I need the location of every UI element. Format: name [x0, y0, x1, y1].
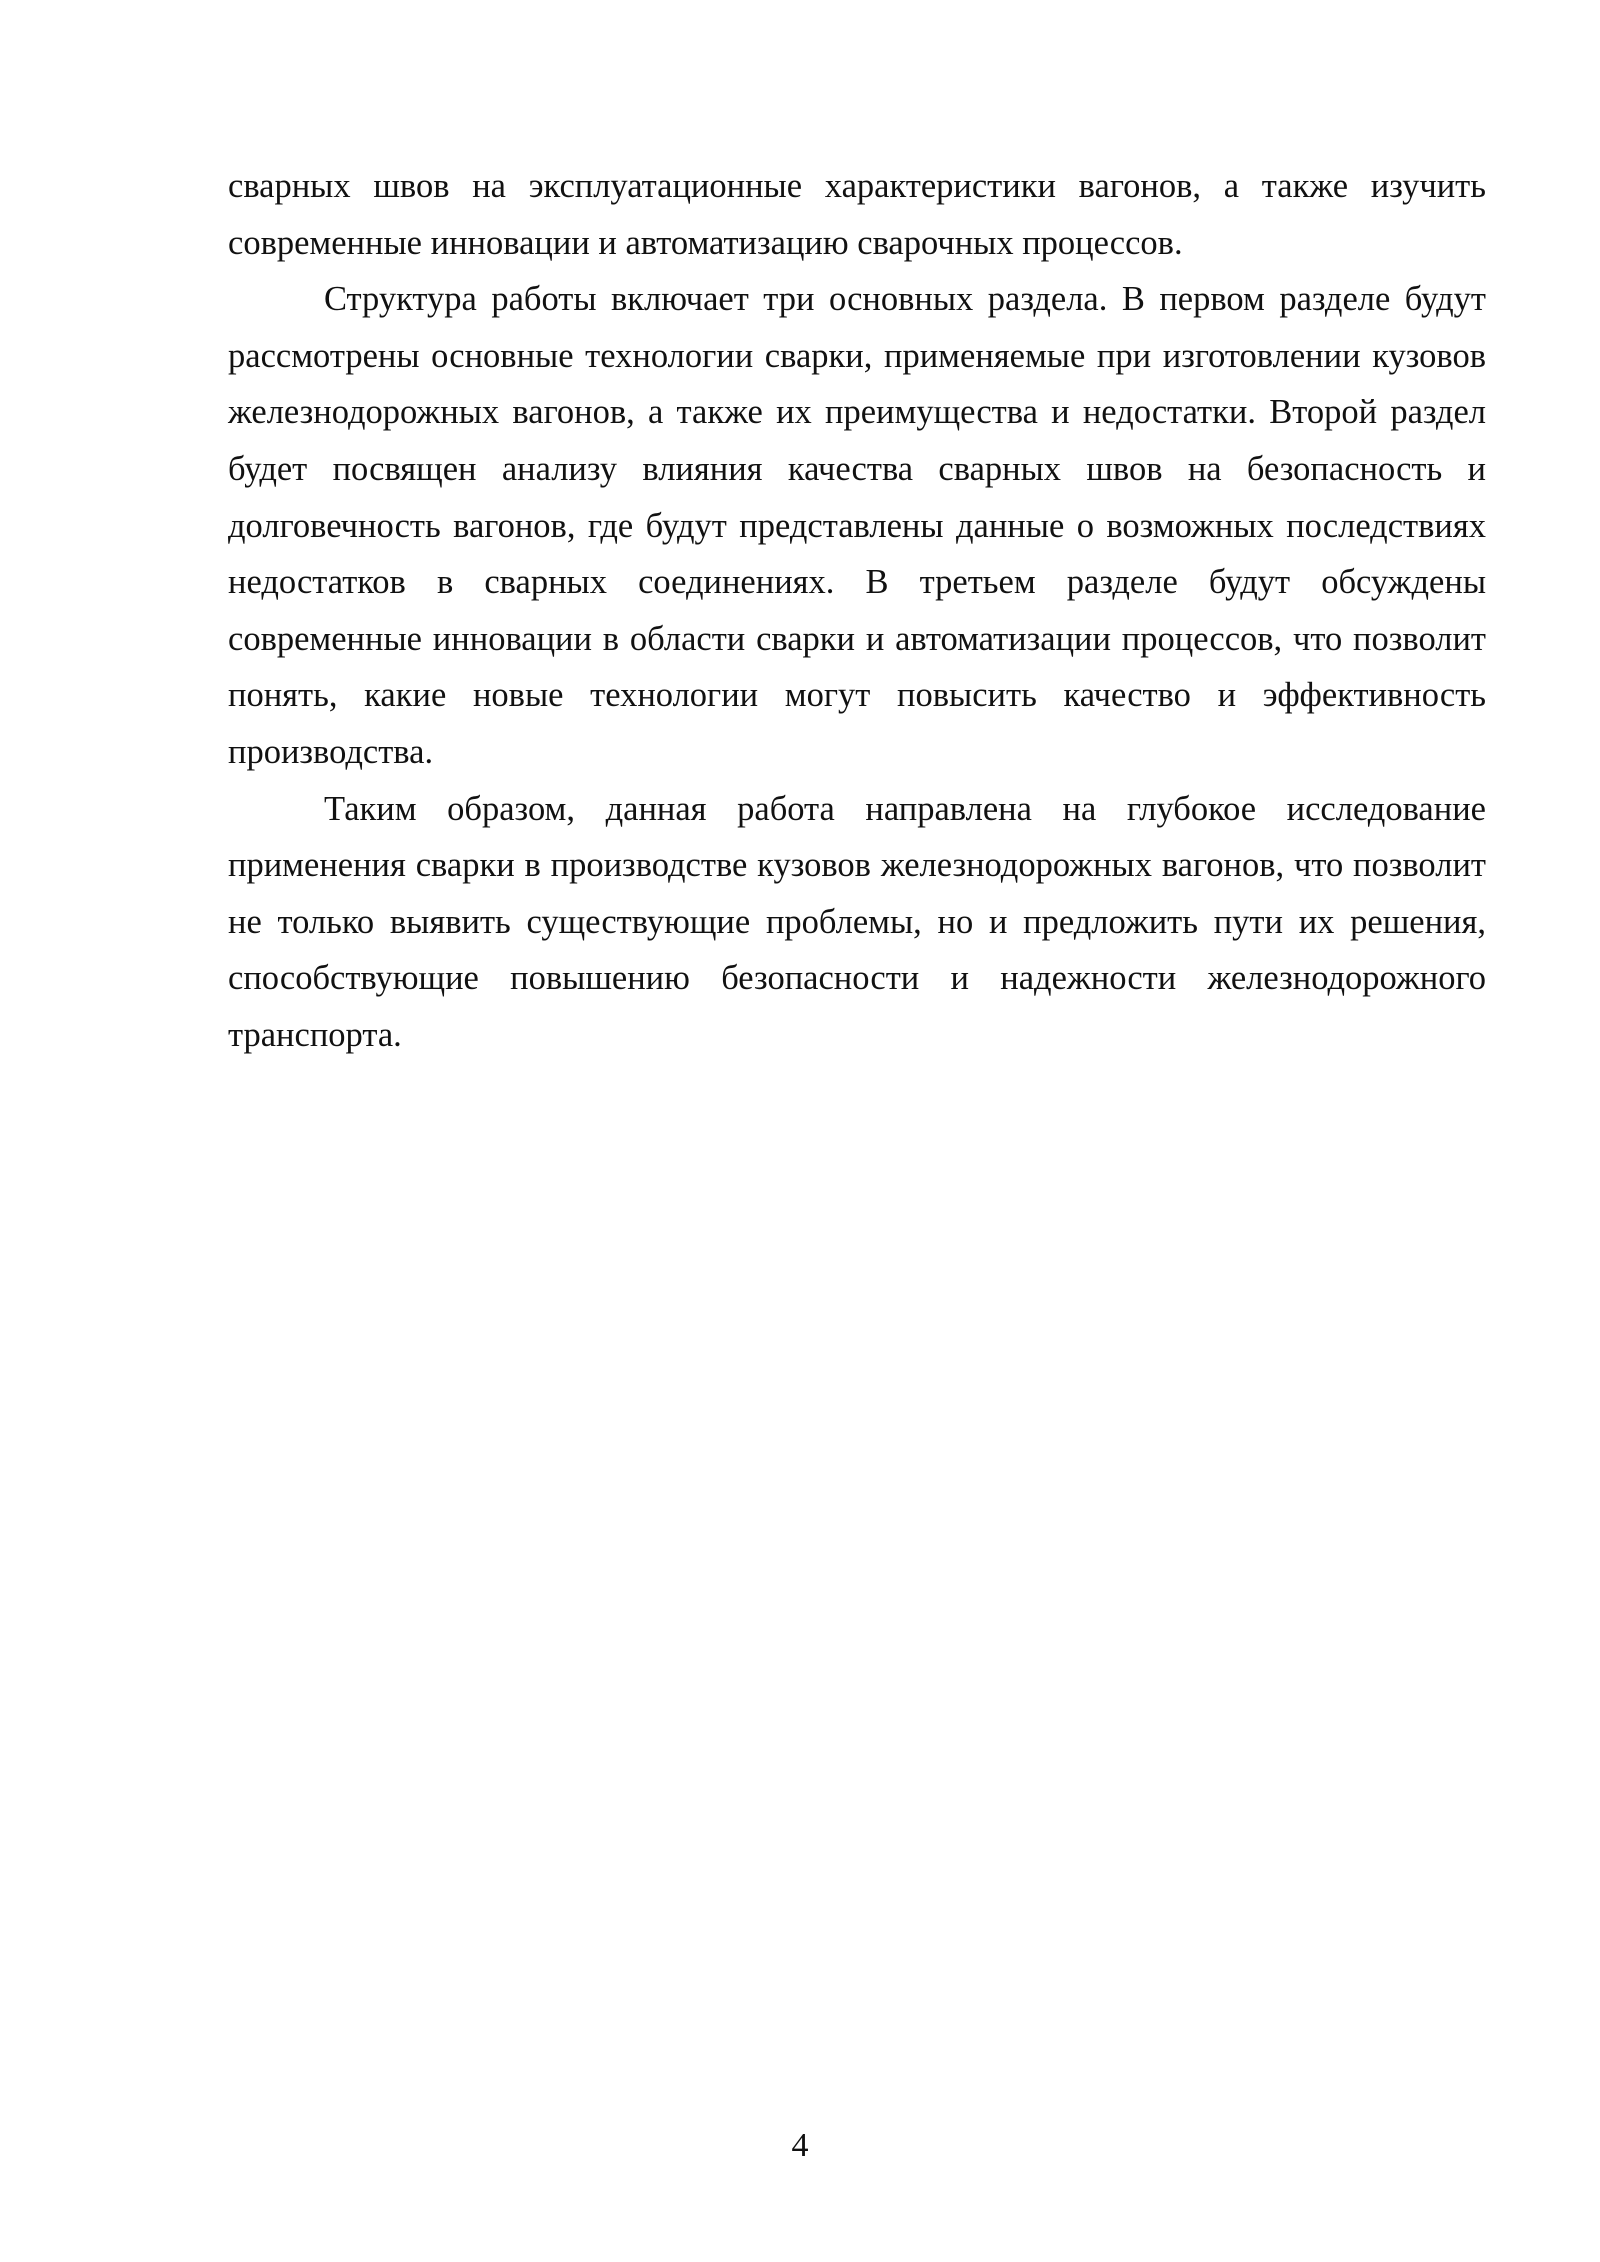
paragraph-structure: Структура работы включает три основных раздела. В первом разделе будут рассмотрены основные технологии сварки, применяемые при изготовлении кузовов железнодорожных вагонов, а также их преимущества и недостатки. Второй раздел будет посвящен анализу влияния качества сварных швов на безопасность и долговечность вагонов, где будут представлены данные о возможных последствиях недостатков в сварных соединениях. В третьем разделе будут обсуждены современные инновации в области сварки и автоматизации процессов, что позволит понять, какие новые технологии могут повысить качество и эффективность производства.: [228, 280, 1486, 771]
paragraph-conclusion: Таким образом, данная работа направлена на глубокое исследование применения сварки в производстве кузовов железнодорожных вагонов, что позволит не только выявить существующие проблемы, но и предложить пути их решения, способствующие повышению безопасности и надежности железнодорожного транспорта.: [228, 789, 1486, 1054]
paragraph-continued: сварных швов на эксплуатационные характеристики вагонов, а также изучить современные инновации и автоматизацию сварочных процессов.: [228, 167, 1486, 262]
body-text: [228, 158, 1486, 1064]
page-number: 4: [791, 2127, 809, 2164]
